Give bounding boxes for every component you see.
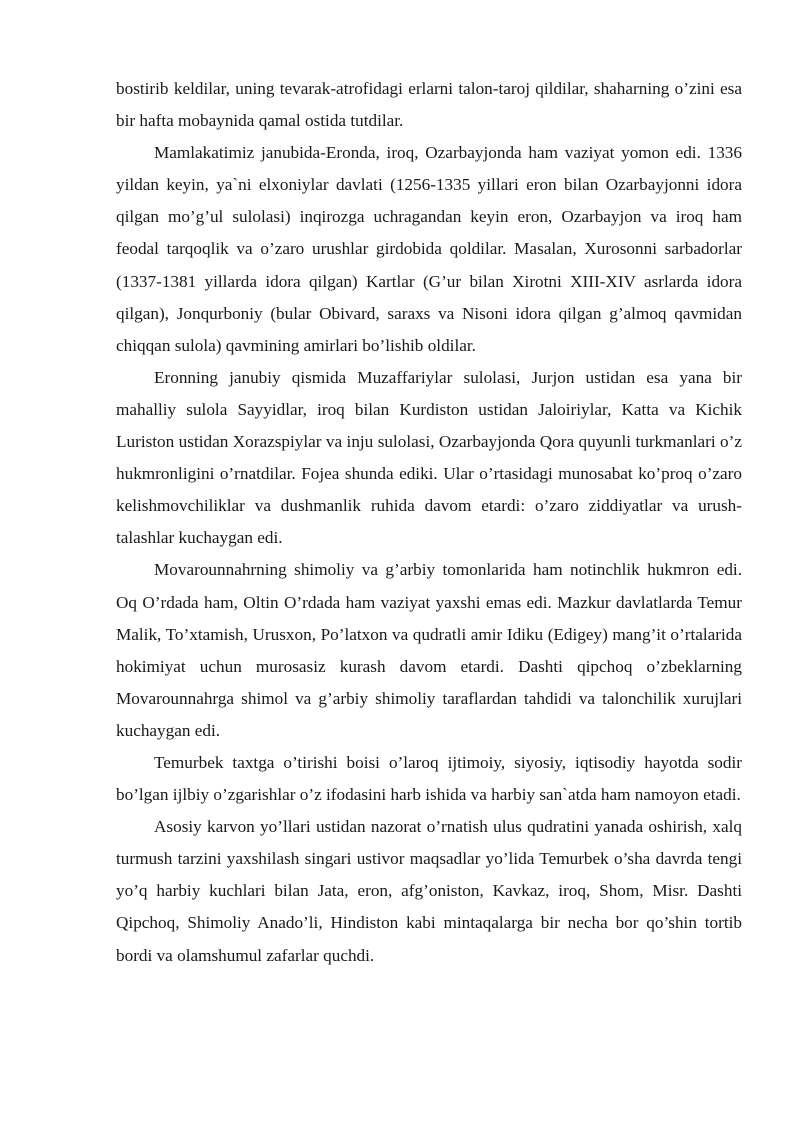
- document-body: [116, 73, 742, 972]
- paragraph-southern-states: Mamlakatimiz janubida-Eronda, iroq, Ozarbayjonda ham vaziyat yomon edi. 1336 yildan keyin, ya`ni elxoniylar davlati (1256-1335 yillari eron bilan Ozarbayjonni idora qilgan mo’g’ul sulolasi) inqirozga uchragandan keyin eron, Ozarbayjon va iroq ham feodal tarqoqlik va o’zaro urushlar girdobida qoldilar. Masalan, Xurosonni sarbadorlar (1337-1381 yillarda idora qilgan) Kartlar (G’ur bilan Xirotni XIII-XIV asrlarda idora qilgan), Jonqurboniy (bular Obivard, saraxs va Nisoni idora qilgan g’almoq qavmidan chiqqan sulola) qavmining amirlari bo’lishib oldilar.: [116, 143, 742, 355]
- paragraph-continuation: bostirib keldilar, uning tevarak-atrofidagi erlarni talon-taroj qildilar, shaharning o’zini esa bir hafta mobaynida qamal ostida tutdilar.: [116, 79, 742, 131]
- paragraph-iran-dynasties: Eronning janubiy qismida Muzaffariylar sulolasi, Jurjon ustidan esa yana bir mahalliy sulola Sayyidlar, iroq bilan Kurdiston ustidan Jaloiriylar, Katta va Kichik Luriston ustidan Xorazspiylar va inju sulolasi, Ozarbayjonda Qora quyunli turkmanlari o’z hukmronligini o’rnatdilar. Fojea shunda ediki. Ular o’rtasidagi munosabat ko’proq o’zaro kelishmovchiliklar va dushmanlik ruhida davom etardi: o’zaro ziddiyatlar va urush-talashlar kuchaygan edi.: [116, 367, 742, 548]
- paragraph-northern-unrest: Movarounnahrning shimoliy va g’arbiy tomonlarida ham notinchlik hukmron edi. Oq O’rdada ham, Oltin O’rdada ham vaziyat yaxshi emas edi. Mazkur davlatlarda Temur Malik, To’xtamish, Urusxon, Po’latxon va qudratli amir Idiku (Edigey) mang’it o’rtalarida hokimiyat uchun murosasiz kurash davom etardi. Dashti qipchoq o’zbeklarning Movarounnahrga shimol va g’arbiy shimoliy taraflardan tahdidi va talonchilik xurujlari kuchaygan edi.: [116, 560, 742, 740]
- paragraph-temurbek-reign: Temurbek taxtga o’tirishi boisi o’laroq ijtimoiy, siyosiy, iqtisodiy hayotda sodir bo’lgan ijlbiy o’zgarishlar o’z ifodasini harb ishida va harbiy san`atda ham namoyon etadi.: [116, 752, 742, 805]
- paragraph-campaigns: Asosiy karvon yo’llari ustidan nazorat o’rnatish ulus qudratini yanada oshirish, xalq turmush tarzini yaxshilash singari ustivor maqsadlar yo’lida Temurbek o’sha davrda tengi yo’q harbiy kuchlari bilan Jata, eron, afg’oniston, Kavkaz, iroq, Shom, Misr. Dashti Qipchoq, Shimoliy Anado’li, Hindiston kabi mintaqalarga bir necha bor qo’shin tortib bordi va olamshumul zafarlar quchdi.: [116, 817, 742, 965]
